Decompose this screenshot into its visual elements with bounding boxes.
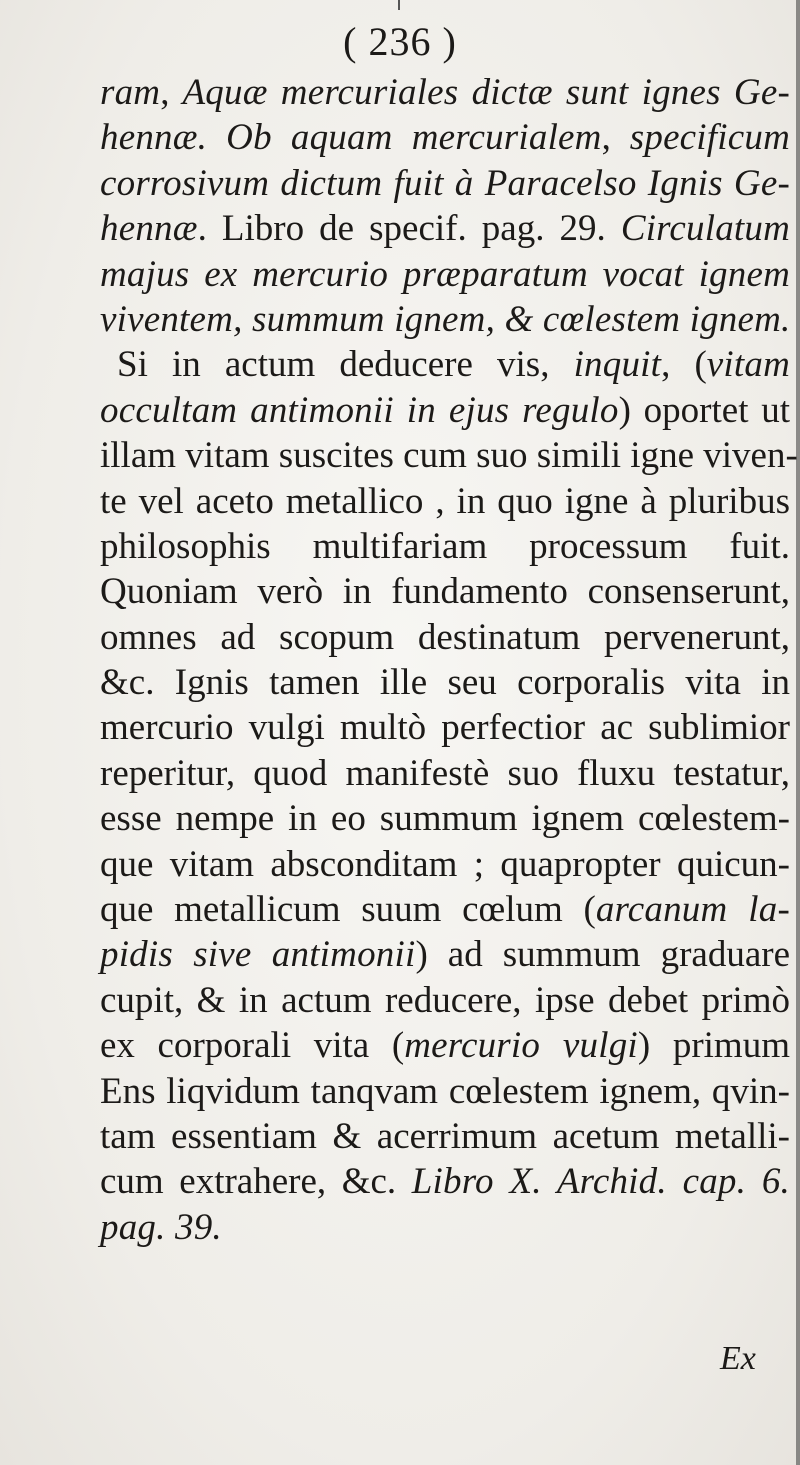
roman-text: reperitur, quod manifestè suo fluxu testatur, — [100, 752, 790, 794]
roman-text: mercurio vulgi multò perfectior ac sublimior — [100, 707, 790, 749]
roman-text: Si in actum deducere vis, — [117, 344, 574, 386]
italic-text: viventem, summum ignem, & cœlestem ignem. — [100, 298, 791, 340]
roman-text: esse nempe in eo summum ignem cœlestem- — [100, 798, 790, 840]
text-line — [100, 297, 790, 342]
roman-text: te vel aceto metallico , in quo igne à pluribus — [100, 480, 790, 522]
text-line — [100, 796, 790, 841]
italic-text: inquit — [573, 344, 662, 386]
italic-text: mercurio vulgi — [404, 1025, 638, 1067]
roman-text: ex corporali vita ( — [100, 1025, 405, 1067]
roman-text: omnes ad scopum destinatum pervenerunt, — [100, 616, 790, 658]
text-line — [100, 70, 790, 115]
roman-text: cupit, & in actum reducere, ipse debet primò — [100, 979, 790, 1021]
italic-text: occultam antimonii in ejus regulo — [100, 389, 619, 431]
italic-text: specificum — [629, 117, 790, 159]
text-line — [100, 1114, 790, 1159]
roman-text: tam essentiam & acerrimum acetum metalli- — [100, 1115, 790, 1157]
italic-text: hennæ — [100, 208, 198, 250]
italic-text: ram — [100, 72, 161, 113]
page-edge-shadow — [796, 0, 800, 1465]
text-line — [100, 932, 790, 977]
roman-text: illam vitam suscites cum suo simili igne viven- — [100, 435, 798, 477]
italic-text: Aquæ mercuriales dictæ sunt ignes Ge- — [182, 72, 790, 113]
roman-text: ) primum — [637, 1025, 790, 1067]
roman-text: Ens liqvidum tanqvam cœlestem ignem, qvin- — [100, 1070, 790, 1112]
roman-text: &c. Ignis tamen ille seu corporalis vita in — [100, 662, 790, 704]
italic-text: corrosivum dictum fuit à Paracelso Ignis Ge- — [100, 162, 790, 204]
text-line — [100, 479, 790, 524]
text-line — [100, 206, 790, 251]
italic-text: vitam — [706, 344, 790, 386]
roman-text: Quoniam verò in fundamento consenserunt, — [100, 571, 790, 613]
text-line — [100, 615, 790, 660]
roman-text: philosophis multifariam processum fuit. — [100, 525, 790, 567]
italic-text: pag. 39. — [100, 1206, 222, 1248]
text-line — [100, 388, 790, 433]
roman-text: cum extrahere, &c. — [100, 1161, 412, 1203]
text-line — [100, 751, 790, 796]
text-line — [100, 1023, 790, 1068]
roman-text: ) oportet ut — [618, 389, 790, 431]
text-line — [100, 1205, 790, 1250]
italic-text: arcanum la- — [595, 889, 790, 931]
text-line — [100, 342, 790, 387]
text-line — [100, 115, 790, 160]
text-line — [100, 660, 790, 705]
text-line — [100, 978, 790, 1023]
roman-text: que metallicum suum cœlum ( — [100, 889, 596, 931]
text-line — [100, 252, 790, 297]
italic-text: majus ex mercurio præparatum vocat ignem — [100, 253, 790, 295]
page-number: ( 236 ) — [343, 19, 457, 64]
top-edge-mark — [398, 0, 400, 10]
roman-text: . Libro de specif. pag. 29. — [197, 208, 621, 250]
roman-text: que vitam absconditam ; quapropter quicun- — [100, 843, 790, 885]
italic-text: hennæ. Ob aquam mercurialem — [100, 117, 602, 159]
body-text — [100, 70, 798, 1250]
catchword: Ex — [720, 1340, 756, 1377]
roman-text: , — [601, 117, 630, 159]
roman-text: , ( — [661, 344, 707, 386]
text-line — [100, 705, 790, 750]
roman-text: ) ad summum graduare — [415, 934, 790, 976]
italic-text: Libro X. Archid. cap. 6. — [411, 1161, 790, 1203]
italic-text: pidis sive antimonii — [100, 934, 416, 976]
text-line — [100, 569, 790, 614]
text-line — [100, 524, 790, 569]
text-line — [100, 887, 790, 932]
text-line — [100, 1069, 790, 1114]
text-line — [100, 842, 790, 887]
roman-text: , — [160, 72, 183, 113]
text-line — [100, 1159, 790, 1204]
text-line — [100, 433, 798, 478]
italic-text: Circulatum — [620, 208, 790, 250]
text-line — [100, 161, 790, 206]
